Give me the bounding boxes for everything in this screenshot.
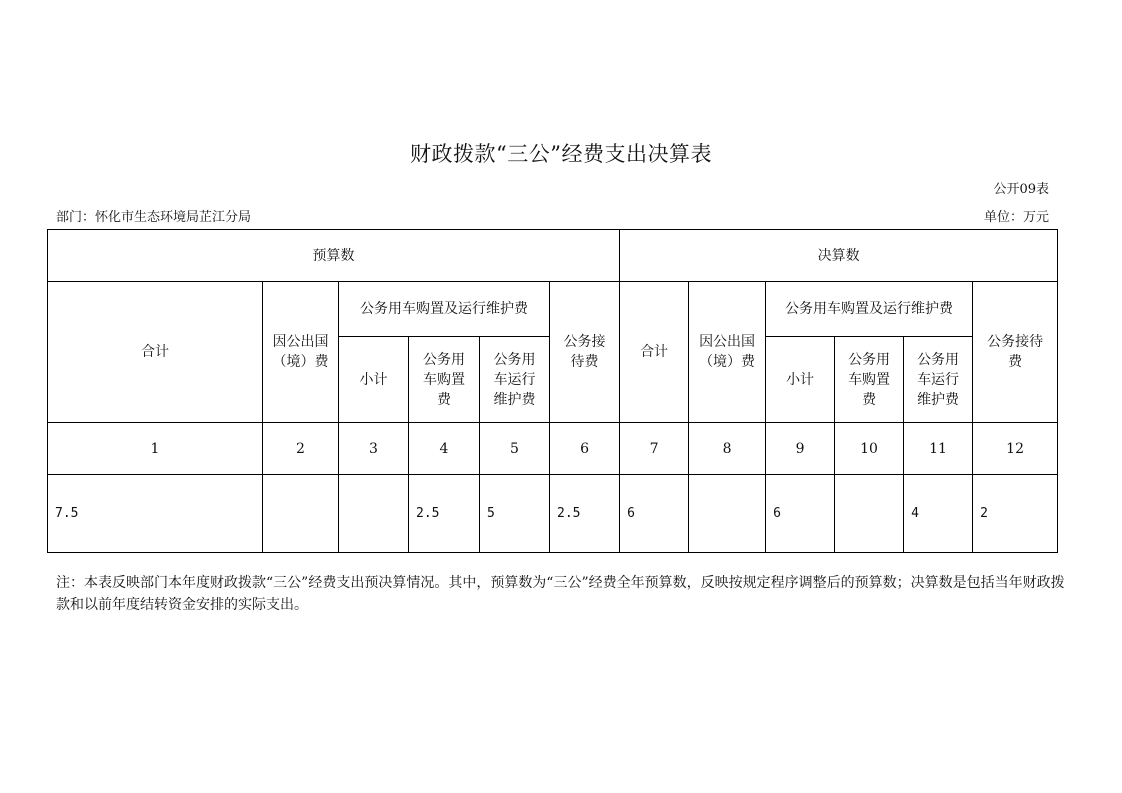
header-final-group: 决算数 [620, 230, 1058, 282]
value-cell: 6 [620, 475, 689, 553]
expenditure-table [47, 229, 1058, 553]
column-number: 9 [766, 423, 835, 475]
column-number: 4 [409, 423, 480, 475]
header-budget-subtotal: 小计 [339, 337, 409, 423]
header-final-abroad: 因公出国（境）费 [689, 282, 766, 423]
header-budget-vehicle-group: 公务用车购置及运行维护费 [339, 282, 550, 337]
column-number: 8 [689, 423, 766, 475]
header-budget-total: 合计 [48, 282, 263, 423]
column-number: 10 [835, 423, 904, 475]
value-cell [263, 475, 339, 553]
department-label: 部门：怀化市生态环境局芷江分局 [56, 210, 252, 225]
value-cell: 5 [480, 475, 550, 553]
value-cell [689, 475, 766, 553]
value-cell: 7.5 [48, 475, 263, 553]
header-final-total: 合计 [620, 282, 689, 423]
footnote: 注：本表反映部门本年度财政拨款“三公”经费支出预决算情况。其中，预算数为“三公”经费全年预算数，反映按规定程序调整后的预算数；决算数是包括当年财政拨款和以前年度结转资金安排的实际支出。 [56, 575, 1065, 613]
header-budget-abroad: 因公出国（境）费 [263, 282, 339, 423]
column-number: 5 [480, 423, 550, 475]
header-budget-reception: 公务接待费 [550, 282, 620, 423]
value-cell: 2.5 [409, 475, 480, 553]
header-final-vehicle-group: 公务用车购置及运行维护费 [766, 282, 973, 337]
value-cell: 4 [904, 475, 973, 553]
column-number: 6 [550, 423, 620, 475]
column-number: 12 [973, 423, 1058, 475]
unit-label: 单位：万元 [983, 210, 1049, 225]
column-number: 11 [904, 423, 973, 475]
header-final-vehicle-purchase: 公务用车购置费 [835, 337, 904, 423]
value-cell: 2 [973, 475, 1058, 553]
column-number-row [48, 423, 1058, 475]
page-title: 财政拨款“三公”经费支出决算表 [410, 142, 712, 166]
column-number: 3 [339, 423, 409, 475]
value-row [48, 475, 1058, 553]
value-cell: 6 [766, 475, 835, 553]
header-final-vehicle-operation: 公务用车运行维护费 [904, 337, 973, 423]
header-final-subtotal: 小计 [766, 337, 835, 423]
header-budget-vehicle-purchase: 公务用车购置费 [409, 337, 480, 423]
column-number: 7 [620, 423, 689, 475]
value-cell [835, 475, 904, 553]
header-final-reception: 公务接待费 [973, 282, 1058, 423]
header-budget-group: 预算数 [48, 230, 620, 282]
value-cell [339, 475, 409, 553]
column-number: 1 [48, 423, 263, 475]
column-number: 2 [263, 423, 339, 475]
value-cell: 2.5 [550, 475, 620, 553]
header-budget-vehicle-operation: 公务用车运行维护费 [480, 337, 550, 423]
form-number: 公开09表 [993, 182, 1049, 197]
